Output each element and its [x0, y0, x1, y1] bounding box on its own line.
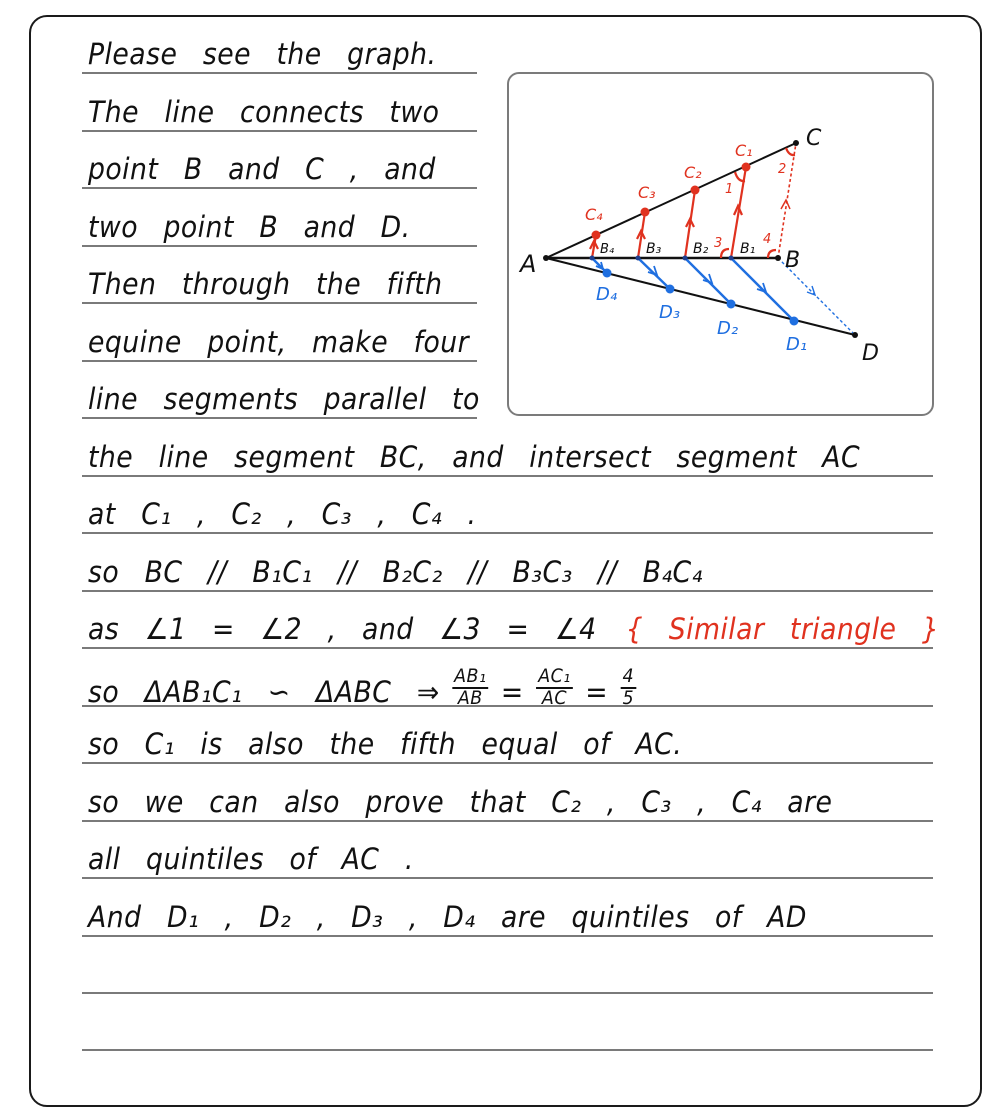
label-d4: D₄: [596, 284, 618, 305]
text-line-14: [88, 785, 833, 819]
rule-line: [82, 762, 933, 764]
rule-line: [82, 130, 477, 132]
similar-triangle-annotation: { Similar triangle }: [625, 612, 940, 646]
label-c3: C₃: [638, 183, 656, 202]
label-b4: B₄: [600, 242, 615, 257]
label-d1: D₁: [786, 334, 808, 355]
rule-line: [82, 532, 933, 534]
line-text: as ∠1 = ∠2 , and ∠3 = ∠4: [88, 612, 597, 646]
rule-line: [82, 1049, 933, 1051]
text-line-16: [88, 900, 807, 934]
line-text: equine point, make four: [88, 325, 470, 359]
fraction-numerator: AC₁: [538, 665, 571, 687]
line-text: Then through the fifth: [88, 267, 443, 301]
text-line-6: [88, 325, 470, 359]
rule-line: [82, 647, 933, 649]
line-text: And D₁ , D₂ , D₃ , D₄ are quintiles of AD: [88, 900, 807, 934]
line-text: so we can also prove that C₂ , C₃ , C₄ are: [88, 785, 833, 819]
text-line-9: [88, 497, 477, 531]
graph-box: [507, 72, 934, 416]
text-line-12: [88, 665, 640, 715]
text-line-15: [88, 842, 414, 876]
text-line-5: [88, 267, 443, 301]
label-b3: B₃: [646, 241, 662, 257]
line-text: so BC // B₁C₁ // B₂C₂ // B₃C₃ // B₄C₄: [88, 555, 703, 589]
rule-line: [82, 590, 933, 592]
text-line-2: [88, 95, 440, 129]
label-d2: D₂: [717, 318, 739, 339]
fraction-numerator: 4: [622, 665, 635, 687]
label-a: A: [520, 250, 537, 278]
line-text: two point B and D.: [88, 210, 411, 244]
rule-line: [82, 417, 477, 419]
text-line-10: [88, 555, 703, 589]
text-line-1: [88, 37, 437, 71]
label-angle-1: 1: [725, 182, 734, 197]
line-text: The line connects two: [88, 95, 440, 129]
label-angle-2: 2: [778, 162, 787, 177]
label-b: B: [785, 248, 801, 273]
line-text: Please see the graph.: [88, 37, 437, 71]
text-line-11: [88, 612, 940, 646]
label-c: C: [806, 126, 822, 151]
label-b1: B₁: [740, 241, 756, 257]
label-angle-4: 4: [763, 232, 772, 247]
text-line-3: [88, 152, 436, 186]
text-line-8: [88, 440, 861, 474]
label-c1: C₁: [735, 141, 753, 160]
rule-line: [82, 877, 933, 879]
label-d3: D₃: [659, 302, 681, 323]
text-line-4: [88, 210, 411, 244]
fraction-denominator: 5: [622, 686, 635, 709]
rule-line: [82, 935, 933, 937]
label-angle-3: 3: [714, 236, 723, 251]
rule-line: [82, 72, 477, 74]
line-text: all quintiles of AC .: [88, 842, 414, 876]
text-line-7: [88, 382, 480, 416]
equals-sign: =: [585, 674, 609, 709]
rule-line: [82, 820, 933, 822]
text-line-13: [88, 727, 683, 761]
line-text: the line segment BC, and intersect segment AC: [88, 440, 861, 474]
fraction-denominator: AB: [457, 686, 483, 709]
fraction-numerator: AB₁: [454, 665, 487, 687]
rule-line: [82, 360, 477, 362]
rule-line: [82, 992, 933, 994]
line-text: line segments parallel to: [88, 382, 480, 416]
label-c4: C₄: [585, 205, 603, 224]
line-text: so C₁ is also the fifth equal of AC.: [88, 727, 683, 761]
label-b2: B₂: [693, 241, 709, 257]
equals-sign: =: [500, 674, 524, 709]
line-text: so ΔAB₁C₁ ∽ ΔABC ⇒: [88, 674, 440, 709]
rule-line: [82, 187, 477, 189]
line-text: point B and C , and: [88, 152, 436, 186]
rule-line: [82, 245, 477, 247]
rule-line: [82, 302, 477, 304]
rule-line: [82, 475, 933, 477]
line-text: at C₁ , C₂ , C₃ , C₄ .: [88, 497, 477, 531]
fraction-denominator: AC: [541, 686, 568, 709]
fraction-4-5: [621, 667, 636, 709]
fraction-ab1-ab: [452, 667, 488, 709]
fraction-ac1-ac: [536, 667, 572, 709]
label-c2: C₂: [684, 163, 702, 182]
label-d: D: [862, 341, 879, 366]
